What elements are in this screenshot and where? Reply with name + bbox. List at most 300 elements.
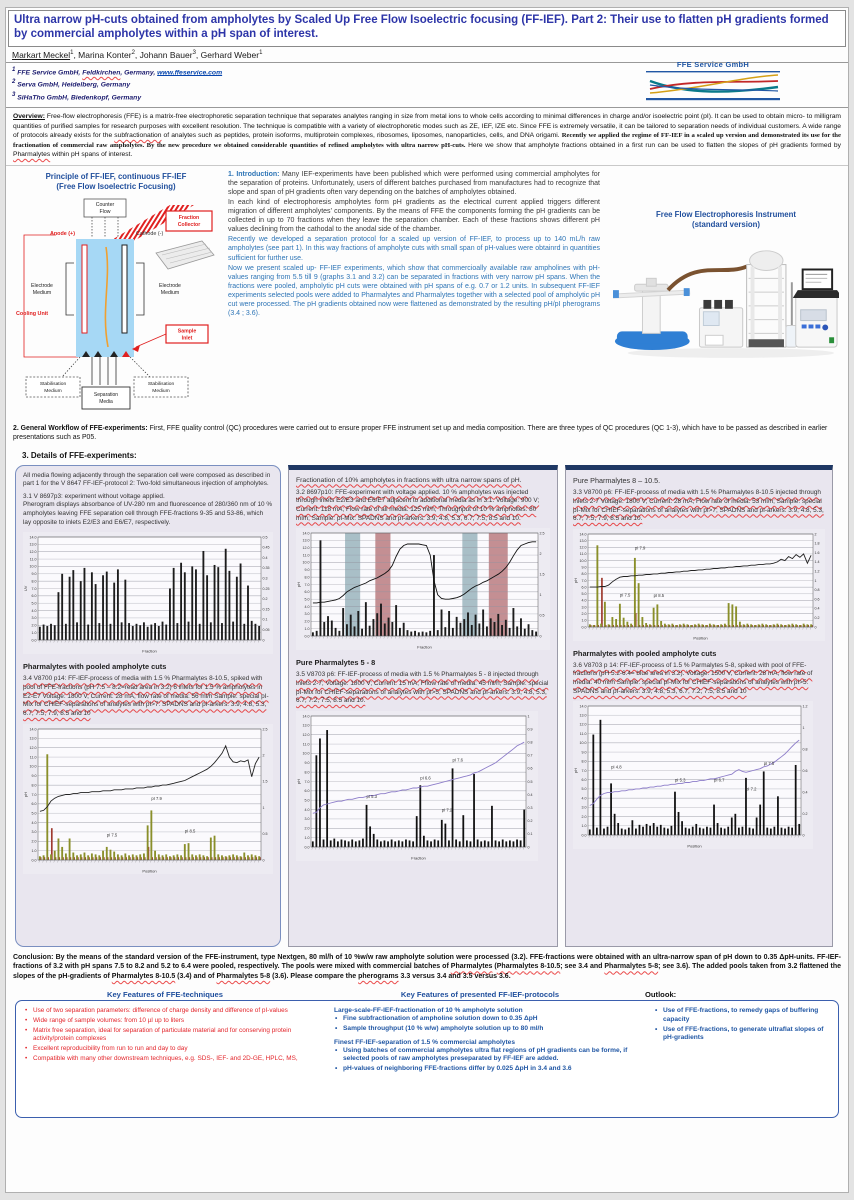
intro-p1-text: Many IEF-experiments have been published which were performed using commercial ampholytes for the separation of proteins. Unfortunately, users of different batches purchased from manufactures had to recognize that slope and span of pH gradients often vary depending on the batches of ampholytes obtained. (228, 170, 600, 196)
svg-text:0.5: 0.5 (539, 613, 545, 618)
conclusion-label: Conclusion: (13, 953, 54, 961)
title-box (8, 10, 846, 47)
author-2: , Marina Konter (73, 49, 132, 60)
svg-text:0.0: 0.0 (581, 833, 587, 838)
svg-text:Position: Position (142, 868, 157, 874)
svg-text:0.1: 0.1 (527, 832, 533, 837)
svg-text:Position: Position (687, 843, 702, 849)
box2-s32-text: 3.2 8697p10: FFE-experiment with voltage applied. 10 % ampholytes was injected through inlets E2/E3 and E6/E7 adjacent to additional media as in 3.1. Voltage: 900 V; Current: 118 mA; Flow rate of all media: 125 ml/h; Throughput of 10 % ampholtes: 80 ml/h; Sample: pI-Mix: SPADNS and pI-arkers: 3.9, 4.8, 5.3, 6.7, 7.5, 8.5 and 10. (296, 488, 540, 522)
workflow-label: 2. General Workflow of FFE-experiments: (13, 424, 148, 432)
principle-heading-line1: Principle of FF-IEF, continuous FF-IEF (45, 171, 187, 181)
svg-text:10.0: 10.0 (579, 741, 587, 746)
svg-text:13.0: 13.0 (302, 723, 310, 728)
svg-text:2: 2 (814, 532, 817, 537)
svg-text:pI 7.2: pI 7.2 (745, 787, 757, 793)
overview-squiggle-1: subfractionation (114, 132, 162, 140)
footer-col-ffe-techniques (24, 1007, 324, 1111)
ffe-logo (638, 60, 788, 108)
introduction-column (220, 170, 608, 419)
conclusion-sq4: Pharmalytes 8-10.5 (111, 973, 176, 981)
svg-text:pI 8.5: pI 8.5 (184, 828, 196, 834)
svg-text:0.9: 0.9 (527, 727, 533, 732)
affiliation-2-text: Serva GmbH, Heidelberg, Germany (15, 81, 131, 89)
chart-3-1-wrap (23, 532, 273, 656)
author-4-sup: 1 (259, 49, 263, 56)
svg-text:0: 0 (262, 638, 265, 643)
affiliation-3-text: SiHaTho GmbH, Biedenkopf, Germany (15, 93, 142, 101)
list-item: • Fine subfractionation of ampholine solution down to 0.35 ΔpH (334, 1015, 644, 1024)
svg-text:0.4: 0.4 (814, 606, 820, 611)
separation-media-1: Separation (93, 391, 119, 398)
author-3-sup: 3 (192, 49, 196, 56)
conclusion-t7: 3.3 versus 3.4 and 3.5 versus 3.6. (398, 973, 511, 981)
svg-text:11.0: 11.0 (29, 754, 37, 759)
chart-3-6-wrap (573, 701, 825, 851)
box1-s34-text: 3.4 V8700 p14: FF-IEF-process of media with 1.5 % Pharmalytes 8-10.5, spiked with pool of FFE-fractions (pH 7.5 – 8.2=read area in 3.2) 6 inlets for 1.5 % ampholytes in E2-E7 Voltage: 1800 V, Current: 28 mA, flow rate of media: 56 ml/h Sample: special pI-Mix for CHIEF-separations of analytes with pI>7: SPADNS and pI-arkers: 3.9, 4.8, 5.3, 6.7, 7.5, 7.9, 8.5 and 10 (23, 675, 269, 717)
overview-text-2: of analytes such as peptides, protein isoforms, multiprotein complexes, ribosomes, liposomes, nanoparticles, cells, and DNA origami. (161, 132, 562, 140)
principle-heading (12, 172, 220, 192)
svg-text:pI 8.5: pI 8.5 (653, 592, 665, 598)
svg-text:0.4: 0.4 (262, 556, 268, 561)
svg-text:Position: Position (693, 635, 708, 641)
overview-section (6, 108, 848, 166)
box1-s31-title-text: 3.1 V 8697p3: experiment without voltage applied. (23, 492, 165, 500)
chart-3-5 (296, 711, 538, 861)
footer-col2-group1-title: Large-scale-FF-IEF-fractionation of 10 % ampholyte solution (334, 1006, 523, 1014)
svg-text:9.0: 9.0 (31, 773, 37, 778)
svg-text:pI 7.5: pI 7.5 (619, 592, 631, 598)
svg-text:2.0: 2.0 (581, 611, 587, 616)
conclusion-t6: (3.6). Please compare the (270, 973, 359, 981)
svg-text:3.0: 3.0 (581, 806, 587, 811)
anode-bar (82, 245, 87, 333)
intro-label: 1. Introduction: (228, 170, 280, 178)
svg-text:0.8: 0.8 (802, 747, 808, 752)
svg-text:0.25: 0.25 (262, 587, 270, 592)
affiliation-1-country: , Germany, (120, 69, 158, 77)
intro-paragraph-1 (228, 170, 600, 197)
details-boxes-row (15, 465, 839, 947)
conclusion-t1: By the means of the standard version of the FFE-instrument, type Nextgen, 80 ml/h of 10 %w/w raw ampholyte solution were processed (3.2). FFE-fractions were obtained with an ultra-narrow span of pH down to 0.35 ΔpH-units. FF-IEF-fractions of 3.2 with pH spans 7.5 to 8.2 and 5.2 to 6.4 were pooled, respectively. The pools were mixed with commercial batches of (13, 953, 841, 971)
svg-text:1: 1 (539, 593, 542, 598)
chart-3-2-wrap (296, 528, 550, 652)
electrode-medium-right-1: Electrode (159, 282, 181, 289)
svg-text:pI 5.3: pI 5.3 (366, 794, 378, 800)
stabilisation-right-1: Stabilisation (147, 381, 175, 387)
conclusion-t3: ; see 3.4 and (560, 963, 605, 971)
conclusion-sq6: pherograms (358, 973, 399, 981)
svg-text:4.0: 4.0 (304, 605, 310, 610)
list-item: • Wide range of sample volumes: from 10 µl up to liters (24, 1017, 324, 1025)
svg-text:pH: pH (296, 778, 301, 784)
details-box-3-3-3-6 (565, 465, 833, 947)
svg-text:0.7: 0.7 (527, 753, 533, 758)
principle-heading-line2: (Free Flow Isoelectric Focusing) (56, 181, 176, 191)
list-item: • Using batches of commercial ampholytes ultra flat regions of pH gradients can be forme, if selected pools of raw ampholytes preseparated by FF-IEF are added. (334, 1047, 644, 1064)
stabilisation-left-2: Medium (44, 388, 62, 394)
affiliation-1-text: FFE Service GmbH, (15, 69, 83, 77)
svg-text:1.0: 1.0 (304, 835, 310, 840)
svg-text:9.0: 9.0 (31, 572, 37, 577)
principle-column (12, 170, 220, 419)
svg-text:13.0: 13.0 (29, 543, 37, 548)
stabilisation-right-2: Medium (152, 388, 170, 394)
chart-3-1 (23, 532, 273, 654)
svg-text:10.0: 10.0 (302, 561, 310, 566)
svg-text:pH: pH (296, 582, 301, 588)
svg-text:2.0: 2.0 (304, 826, 310, 831)
svg-text:3.0: 3.0 (304, 817, 310, 822)
svg-text:4.0: 4.0 (31, 820, 37, 825)
svg-text:3.0: 3.0 (31, 829, 37, 834)
svg-text:8.0: 8.0 (31, 783, 37, 788)
svg-text:0.5: 0.5 (262, 831, 268, 836)
svg-text:8.0: 8.0 (31, 579, 37, 584)
author-4: , Gerhard Weber (195, 49, 260, 60)
affiliation-3-sup: 3 (12, 91, 16, 98)
svg-text:pI 7.9: pI 7.9 (634, 545, 646, 551)
box3-s36-text: 3.6 V8703 p 14: FF-IEF-process of 1.5 % Parmalytes 5-8, spiked with pool of FFE-fractions (pH 5.2-6.4= blue area in 3.2). Voltage: 1500 V, Current: 28 mA, flow rate of media: 40 ml/h Sample: special pI-Mix for CHIEF-separations of analytes with pI>5: SPADNS and pI-arkers: 3.9, 4.8, 5.3, 6.7, 7.2, 7.5, 8.5 and 10 (573, 661, 813, 695)
anode-label: Anode (+) (50, 230, 76, 237)
svg-text:11.0: 11.0 (302, 553, 310, 558)
affiliation-1-city: Feldkirchen (82, 69, 121, 77)
svg-text:1: 1 (814, 578, 817, 583)
footer-heading-2: Key Features of presented FF-IEF-protocols (400, 989, 560, 999)
svg-text:7.0: 7.0 (304, 779, 310, 784)
svg-text:11.0: 11.0 (29, 557, 37, 562)
svg-text:12.0: 12.0 (302, 732, 310, 737)
svg-text:1.2: 1.2 (802, 704, 808, 709)
workflow-text: First, FFE quality control (QC) procedures were carried out to ensure proper FFE instrument set up and media composition. There are three types of QC procedures (QC 1-3), which have to be passed as described in earlier presentations such as P05. (13, 424, 828, 442)
svg-text:1.4: 1.4 (814, 560, 820, 565)
svg-text:8.0: 8.0 (581, 572, 587, 577)
svg-text:11.0: 11.0 (579, 732, 587, 737)
author-2-sup: 2 (131, 49, 135, 56)
list-item: • Use of FFE-fractions, to remedy gaps of buffering capacity (654, 1007, 824, 1024)
svg-text:5.0: 5.0 (304, 798, 310, 803)
fraction-collector-label-2: Collector (177, 221, 201, 228)
svg-text:pI 7.5: pI 7.5 (763, 761, 775, 767)
svg-text:0.2: 0.2 (814, 615, 820, 620)
svg-text:0.1: 0.1 (262, 618, 268, 623)
svg-text:14.0: 14.0 (29, 726, 37, 731)
svg-text:7.0: 7.0 (304, 583, 310, 588)
svg-text:pI 7.5: pI 7.5 (106, 832, 118, 838)
svg-text:pI 4.8: pI 4.8 (611, 764, 622, 770)
svg-text:5.0: 5.0 (31, 601, 37, 606)
box3-pooled-heading: Pharmalytes with pooled ampholyte cuts (573, 648, 717, 658)
svg-text:0.6: 0.6 (527, 766, 533, 771)
workflow-section (6, 419, 848, 445)
instrument-photo (613, 233, 839, 361)
svg-text:0.15: 0.15 (262, 607, 270, 612)
svg-text:Fraction: Fraction (142, 648, 157, 654)
svg-text:0: 0 (802, 833, 805, 838)
svg-text:14.0: 14.0 (302, 531, 310, 536)
svg-text:2.0: 2.0 (31, 839, 37, 844)
svg-text:0.5: 0.5 (527, 779, 533, 784)
svg-text:0.5: 0.5 (262, 535, 268, 540)
cathode-bar (122, 245, 127, 333)
svg-text:7.0: 7.0 (31, 587, 37, 592)
svg-text:4.0: 4.0 (581, 796, 587, 801)
list-item: • pH-values of neighboring FFE-fractions differ by 0.025 ΔpH in 3.4 and 3.6 (334, 1065, 644, 1074)
svg-text:0.3: 0.3 (527, 805, 533, 810)
ffe-logo-swoosh-icon (638, 69, 788, 103)
svg-text:7.0: 7.0 (31, 792, 37, 797)
chart-3-4 (23, 724, 273, 874)
footer-box (15, 1000, 839, 1118)
svg-text:12.0: 12.0 (302, 546, 310, 551)
instrument-caption-line1: Free Flow Electrophoresis Instrument (656, 209, 796, 219)
overview-bold: Recently we applied the regime of FF-IEF in a scaled up version and demonstrated its use for the fractionation of commercial raw ampholytes. By the new procedure we obtained considerable quantities of refined ampholytes with ultra narrow pH-cuts. (13, 132, 841, 149)
box2-mid-heading: Pure Pharmalytes 5 - 8 (296, 658, 376, 668)
overview-text-4: within pH spans of interest. (50, 151, 133, 159)
chart-3-3-wrap (573, 529, 825, 643)
svg-text:0.0: 0.0 (31, 857, 37, 862)
sample-inlet-label-2: Inlet (181, 335, 193, 342)
svg-text:1.0: 1.0 (31, 848, 37, 853)
svg-text:13.0: 13.0 (302, 538, 310, 543)
svg-text:10.0: 10.0 (29, 565, 37, 570)
box2-heading: Fractionation of 10% ampholytes in fractions with ultra narrow spans of pH. (296, 476, 522, 484)
conclusion-section (6, 947, 848, 984)
footer-col-ffief-protocols (324, 1007, 654, 1111)
footer-col-outlook (654, 1007, 824, 1111)
svg-text:1.5: 1.5 (262, 779, 268, 784)
ffe-principle-diagram (14, 195, 218, 419)
svg-text:1: 1 (802, 726, 805, 731)
intro-paragraph-4: Now we present scaled up- FF-IEF experiments, which show that commercioally available raw ampholines with pH-values ranging from 5.5 till 9 (graphs 3.1 and 3.2) can be separated in fractions with very narrow pH spans. When the fractions were pooled, ampholytic pH cuts were obtained with pH spans of e.g. 0.7 or 1.2 units. In subsequent FF-IEF experiments selected pools were added to Pharmalytes and Pharmalytes together with a selected pool of ampholytic pH cut were processed. The pH gradients obtained now were flattened as demonstrated by the resulting pH/pI pherograms (3.4 ; 3.6). (228, 264, 600, 318)
list-item: • Excellent reproducibility from run to run and day to day (24, 1045, 324, 1053)
chart-3-2 (296, 528, 550, 650)
list-item: • Use of FFE-fractions, to generate ultraflat slopes of pH-gradients (654, 1026, 824, 1043)
svg-text:pI 5.3: pI 5.3 (674, 777, 686, 783)
svg-text:pI 6.7: pI 6.7 (714, 777, 725, 783)
conclusion-t2: ( (492, 963, 497, 971)
svg-text:6.0: 6.0 (304, 789, 310, 794)
box2-s35-text: 3.5 V8703 p6: FF-IEF-process of media with 1.5 % Pharmalytes 5 - 8 injected through inlets 2-7; Voltage: 1800 V; Current: 15 mA; Fflow rate of media: 45 ml/h; Sample: special pI-Mix for CHIEF-separations of analytes with pI>5; SPADNS and pI-arkers: 3.9, 4.8, 5.3, 6.7, 7.2, 7.5, 8.5 and 10. (296, 671, 549, 705)
svg-text:2: 2 (262, 753, 265, 758)
svg-text:8.0: 8.0 (304, 770, 310, 775)
svg-text:0.35: 0.35 (262, 566, 270, 571)
poster (5, 7, 849, 1193)
box1-pooled-heading: Pharmalytes with pooled ampholyte cuts (23, 662, 167, 672)
svg-text:2.5: 2.5 (262, 726, 268, 731)
chart-3-4-wrap (23, 724, 273, 876)
svg-text:0.0: 0.0 (581, 625, 587, 630)
svg-text:pI 6.6: pI 6.6 (420, 775, 431, 781)
instrument-caption-line2: (standard version) (691, 219, 761, 229)
overview-label: Overview: (13, 113, 45, 121)
svg-text:0.4: 0.4 (527, 792, 533, 797)
svg-text:0.3: 0.3 (262, 576, 268, 581)
svg-text:4.0: 4.0 (581, 598, 587, 603)
svg-text:0.2: 0.2 (262, 597, 268, 602)
svg-text:0: 0 (262, 857, 265, 862)
svg-text:1.2: 1.2 (814, 569, 820, 574)
svg-text:9.0: 9.0 (581, 565, 587, 570)
svg-text:5.0: 5.0 (31, 811, 37, 816)
box1-s31-title (23, 493, 273, 528)
cooling-unit-label: Cooling Unit (16, 310, 49, 317)
svg-text:pI 7.2: pI 7.2 (441, 807, 453, 813)
svg-text:4.0: 4.0 (31, 609, 37, 614)
conclusion-sq3: Pharmalytes 5-8 (604, 963, 659, 971)
overview-squiggle-2: Pharmalytes (13, 151, 51, 159)
svg-text:pI 7.9: pI 7.9 (151, 795, 162, 801)
microplate (156, 241, 214, 269)
svg-text:0.4: 0.4 (802, 790, 808, 795)
svg-text:0.2: 0.2 (802, 812, 808, 817)
details-heading: 3. Details of FFE-experiments: (22, 450, 137, 460)
svg-text:3.0: 3.0 (581, 605, 587, 610)
intro-paragraph-2: In each kind of electrophoresis ampholytes form pH gradients as the electrical current applied triggers different migration of different ampholytes’ components. By the means of FFE the components forming the pH gradients can be collected in up to 70 fractions when they leave the separation chamber. Each of these fractions shows different pH values declining from the cathodal to the anodal side of the chamber. (228, 198, 600, 234)
list-item: • Use of two separation parameters: difference of charge density and difference of pI-values (24, 1007, 324, 1015)
svg-text:0.0: 0.0 (31, 638, 37, 643)
svg-text:pH: pH (23, 791, 28, 797)
poster-title: Ultra narrow pH-cuts obtained from ampholytes by Scaled Up Free Flow Isoelectric focusing (FF-IEF). Part 2: Their use to flatten pH gradients formed by commercial ampholytes within a pH span of interest. (14, 14, 829, 41)
svg-text:0.0: 0.0 (304, 634, 310, 639)
fraction-collector-label-1: Fraction (178, 214, 200, 221)
middle-row (6, 166, 848, 419)
footer-col2-group2-title: Finest FF-IEF-separation of 1.5 % commercial ampholytes (334, 1038, 516, 1046)
svg-text:0: 0 (539, 634, 542, 639)
box1-s31-text: Pherogram displays absorbance of UV-280 nm and fluorescence of 280/360 nm of 10 % ampholytes leaving FFE separation cell through FFE-fractions 9-35 and 53-86, which lay opposite to inlets E2/E3 and E6/E7, respectively. (23, 501, 273, 526)
overview-text-3: Here we show that ampholyte fractions obtained in a first run can be used to flatten the slopes of pH gradients formed by (465, 141, 841, 149)
svg-text:Fraction: Fraction (417, 644, 432, 650)
svg-text:14.0: 14.0 (29, 535, 37, 540)
svg-text:0: 0 (527, 845, 530, 850)
svg-text:2.0: 2.0 (304, 619, 310, 624)
svg-text:0.05: 0.05 (262, 628, 270, 633)
svg-text:Fraction: Fraction (411, 855, 426, 861)
svg-text:0.8: 0.8 (814, 587, 820, 592)
svg-text:1.6: 1.6 (814, 550, 820, 555)
author-3: , Johann Bauer (134, 49, 193, 60)
details-box-3-2-3-5 (288, 465, 558, 947)
svg-text:7.0: 7.0 (581, 578, 587, 583)
svg-text:6.0: 6.0 (304, 590, 310, 595)
svg-text:10.0: 10.0 (29, 764, 37, 769)
svg-text:2.5: 2.5 (539, 531, 545, 536)
svg-text:1.0: 1.0 (304, 627, 310, 632)
svg-text:3.0: 3.0 (304, 612, 310, 617)
svg-text:13.0: 13.0 (579, 538, 587, 543)
svg-text:8.0: 8.0 (304, 575, 310, 580)
conclusion-t5: (3.4) and of (175, 973, 217, 981)
svg-text:pH: pH (573, 577, 578, 583)
svg-text:UV: UV (23, 586, 28, 592)
svg-text:14.0: 14.0 (302, 714, 310, 719)
svg-text:11.0: 11.0 (302, 742, 310, 747)
footer-headings (15, 990, 839, 999)
box3-s33-text: 3.3 V8700 p6: FF-IEF-process of media with 1.5 % Pharmalytes 8-10.5 injected through inlets 2-7 Voltage: 1800 V; Current: 28 mA; Flow rate of media: 53 ml/h; Sample: special pI-Mix for CHIEF-separations of analytes with pI>7; SPADNS and pI-arkers: 3.9, 4.8, 5.3, 6.7, 7.5, 7.9, 8.5 and 10. (573, 489, 824, 523)
list-item: • Matrix free separation, ideal for separation of particulate material and for conserving protein activity/protein complexes (24, 1027, 324, 1044)
sample-inlet-label-1: Sample (177, 328, 197, 335)
svg-text:1.8: 1.8 (814, 541, 820, 546)
instrument-column (608, 170, 844, 419)
svg-text:0.8: 0.8 (527, 740, 533, 745)
author-1: Markart Meckel (12, 49, 71, 60)
svg-text:12.0: 12.0 (579, 545, 587, 550)
electrode-medium-left-1: Electrode (31, 282, 53, 289)
svg-text:5.0: 5.0 (581, 591, 587, 596)
conclusion-t4: ; see 3.6). The added pools taken from 3.2 flattened the slopes of the pH-gradients of (13, 963, 841, 981)
footer-heading-3: Outlook: (645, 989, 677, 999)
conclusion-sq2: Pharmalytes 8-10.5 (496, 963, 561, 971)
instrument-caption (608, 210, 844, 230)
svg-text:12.0: 12.0 (29, 550, 37, 555)
svg-text:0.6: 0.6 (802, 769, 808, 774)
svg-text:0: 0 (814, 625, 817, 630)
svg-text:1.0: 1.0 (581, 618, 587, 623)
svg-text:5.0: 5.0 (581, 787, 587, 792)
details-box-3-1-3-4 (15, 465, 281, 947)
box3-heading: Pure Pharmalytes 8 – 10.5. (573, 475, 661, 485)
separation-media-2: Media (99, 398, 113, 405)
counter-flow-label-2: Flow (99, 208, 111, 215)
intro-paragraph-3: Recently we developed a separation protocol for a scaled up version of FF-IEF, to process up to 140 mL/h raw ampholytes (see part 1). In this way fractions of ampholyte cuts with small span of pH-values were obtainrd in quantities sufficient for further use. (228, 236, 600, 262)
conclusion-sq5: Pharmalytes 5-8 (216, 973, 271, 981)
chart-3-3 (573, 529, 825, 641)
svg-text:6.0: 6.0 (581, 585, 587, 590)
svg-text:3.0: 3.0 (31, 616, 37, 621)
svg-text:4.0: 4.0 (304, 807, 310, 812)
list-item: • Compatible with many other downstream techniques, e.g. SDS-, IEF- and 2D-GE, HPLC, MS, (24, 1055, 324, 1063)
svg-text:5.0: 5.0 (304, 597, 310, 602)
svg-text:11.0: 11.0 (579, 552, 587, 557)
svg-text:0.2: 0.2 (527, 818, 533, 823)
affiliation-2-sup: 2 (12, 79, 16, 86)
svg-text:7.0: 7.0 (581, 769, 587, 774)
svg-text:9.0: 9.0 (304, 568, 310, 573)
svg-text:13.0: 13.0 (29, 736, 37, 741)
svg-text:0.0: 0.0 (304, 845, 310, 850)
svg-text:6.0: 6.0 (31, 594, 37, 599)
ffe-logo-text: FFE Service GmbH (676, 60, 750, 69)
svg-text:1: 1 (262, 805, 265, 810)
svg-text:0.6: 0.6 (814, 597, 820, 602)
svg-text:12.0: 12.0 (29, 745, 37, 750)
svg-text:6.0: 6.0 (31, 801, 37, 806)
svg-text:pH: pH (573, 768, 578, 774)
svg-text:2.0: 2.0 (31, 623, 37, 628)
overview-text-1: Free-flow electrophoresis (FFE) is a matrix-free electrophoretic separation technique that separates analytes ranging in size from metal ions to whole cells according to minimal differences in charge and/or isoelectric point (pI). It can be used to obtain micro- to milligram quantities of purified samples for research purposes with excellent resolution. The technique is compatible with a variety of electrophoretic modes such as ZE, IEF, IZE etc. Since FFE is extremely versatile, it can be tailored to separation needs of individual customers. A wide range of protocols already exists for the (13, 113, 841, 140)
svg-text:13.0: 13.0 (579, 713, 587, 718)
stabilisation-left-1: Stabilisation (39, 381, 67, 387)
svg-text:2.0: 2.0 (581, 815, 587, 820)
electrode-medium-left-2: Medium (32, 289, 52, 296)
author-1-sup: 1 (70, 49, 74, 56)
svg-text:10.0: 10.0 (579, 558, 587, 563)
svg-text:14.0: 14.0 (579, 532, 587, 537)
svg-text:1.5: 1.5 (539, 572, 545, 577)
svg-text:2: 2 (539, 552, 542, 557)
svg-text:6.0: 6.0 (581, 778, 587, 783)
affiliation-1-sup: 1 (12, 66, 16, 73)
cathode-label: Cathode (-) (136, 230, 164, 237)
electrode-medium-right-2: Medium (160, 289, 180, 296)
svg-text:0.45: 0.45 (262, 546, 270, 551)
svg-text:1: 1 (527, 714, 530, 719)
svg-text:9.0: 9.0 (581, 750, 587, 755)
ffeservice-link[interactable]: www.ffeservice.com (157, 69, 223, 77)
list-item: • Sample throughput (10 % w/w) ampholyte solution up to 80 ml/h (334, 1025, 644, 1034)
svg-text:10.0: 10.0 (302, 751, 310, 756)
counter-flow-label-1: Counter (95, 201, 115, 208)
chart-3-5-wrap (296, 711, 550, 863)
